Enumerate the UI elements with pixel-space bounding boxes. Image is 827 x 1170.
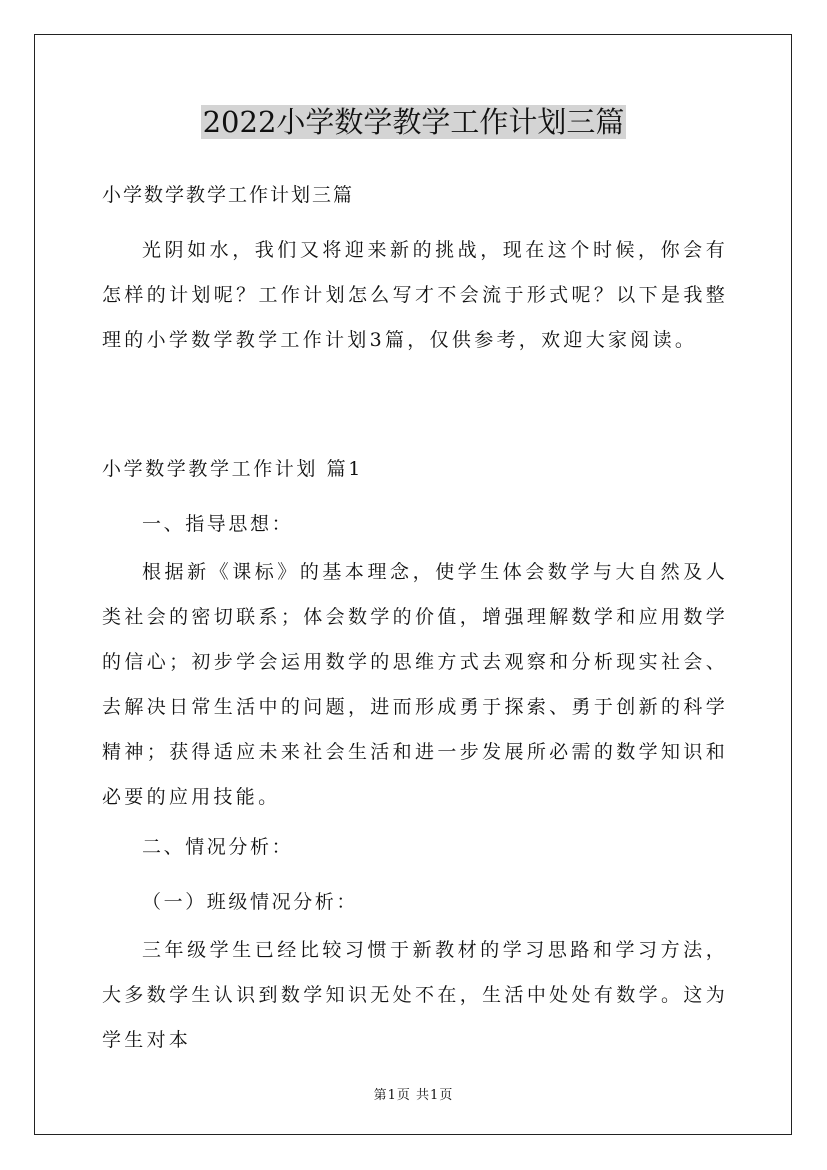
intro-paragraph: 光阴如水，我们又将迎来新的挑战，现在这个时候，你会有怎样的计划呢？工作计划怎么写才不会流于形式呢？以下是我整理的小学数学教学工作计划3篇，仅供参考，欢迎大家阅读。 <box>102 239 728 351</box>
item1-body: 根据新《课标》的基本理念，使学生体会数学与大自然及人类社会的密切联系；体会数学的价值，增强理解数学和应用数学的信心；初步学会运用数学的思维方式去观察和分析现实社会、去解决日常生活中的问题，进而形成勇于探索、勇于创新的科学精神；获得适应未来社会生活和进一步发展所必需的数学知识和必要的应用技能。 <box>102 561 728 808</box>
item1-heading: 一、指导思想： <box>142 513 294 535</box>
document-subtitle: 小学数学教学工作计划三篇 <box>102 184 355 206</box>
item2-body: 三年级学生已经比较习惯于新教材的学习思路和学习方法，大多数学生认识到数学知识无处不在，生活中处处有数学。这为学生对本 <box>102 939 728 1051</box>
document-title <box>0 100 827 144</box>
section1-heading: 小学数学教学工作计划 篇1 <box>102 458 363 480</box>
item2-sub-heading: （一）班级情况分析： <box>142 891 359 913</box>
item2-heading: 二、情况分析： <box>142 836 294 858</box>
document-title-text: 2022小学数学教学工作计划三篇 <box>202 105 625 139</box>
page-footer: 第1页 共1页 <box>373 1088 454 1103</box>
